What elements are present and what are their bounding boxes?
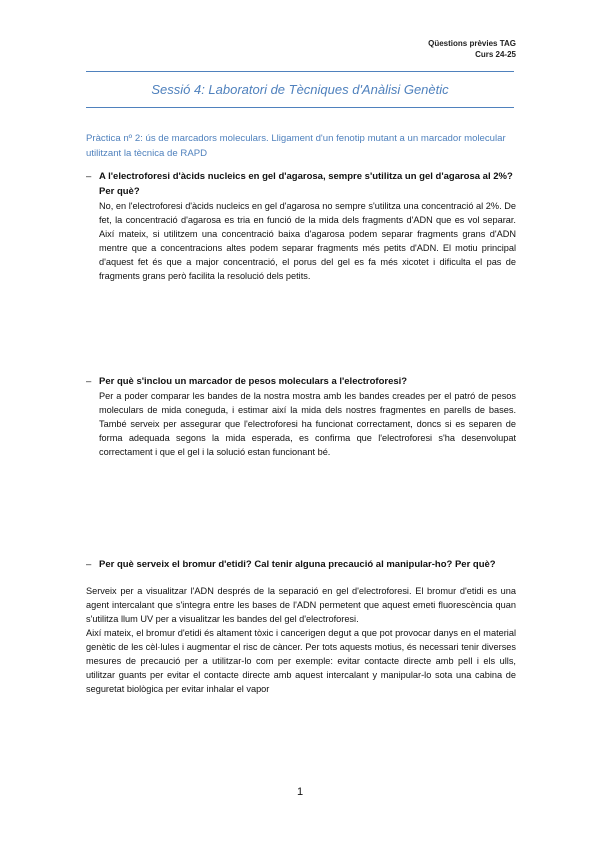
page-number: 1	[296, 786, 304, 798]
bromide-paragraph-2: Així mateix, el bromur d'etidi és altament tòxic i cancerigen degut a que pot provocar danys en el material genètic de les cèl·lules i augmentar el risc de càncer. Per tots aquests motius, és necessari tenir diverses mesures de precaució per a utilitzar-lo com per exemple: evitar contacte directe amb pell i els ulls, utilitzar guants per evitar el contacte directe amb aquest intercalant y manipular-lo sota una cabina de seguretat biològica per evitar inhalar el vapor	[86, 628, 516, 694]
document-header	[428, 38, 516, 60]
list-dash: –	[86, 376, 92, 387]
practice-subtitle: Pràctica nº 2: ús de marcadors moleculars. Lligament d'un fenotip mutant a un marcador molecular utilitzant la tècnica de RAPD	[86, 133, 506, 159]
answer-text: Per a poder comparar les bandes de la nostra mostra amb les bandes creades per el patró de pesos moleculars de mida coneguda, i estimar així la mida dels nostres fragmentes en parells de bases. També serveix per assegurar que l'electroforesi ha funcionat correctament, doncs si es separen de forma adequada segons la mida esperada, es confirma que l'electroforesi s'ha desenvolupat correctament i que el gel i la solució estan funcionant bé.	[99, 391, 516, 457]
question-block-2	[86, 374, 516, 459]
title-rule-top	[86, 71, 514, 72]
header-course-year: Curs 24-25	[475, 50, 516, 59]
bromide-paragraph-1: Serveix per a visualitzar l'ADN després de la separació en gel d'electroforesi. El bromur d'etidi es una agent intercalant que s'integra entre les bases de l'ADN permetent que aquest emeti fluorescència quan s'utilitza llum UV per a visualitzar les bandes del gel d'electroforesi.	[86, 586, 516, 624]
question-text: A l'electroforesi d'àcids nucleics en gel d'agarosa, sempre s'utilitza un gel d'agarosa al 2%? Per què?	[99, 171, 513, 197]
title-rule-bottom	[86, 107, 514, 108]
header-course-title: Qüestions prèvies TAG	[428, 39, 516, 48]
answer-text: No, en l'electroforesi d'àcids nucleics en gel d'agarosa no sempre s'utilitza una concentració al 2%. De fet, la concentració d'agarosa es tria en funció de la mida dels fragments d'ADN que es vol separar. Així mateix, si utilitzem una concentració baixa d'agarosa podem separar fragments grans d'ADN mentre que a concentracions altes podem separar fragments més petits d'ADN. El motiu principal d'aquest fet és que a major concentració, el porus del gel es fa més xicotet i dificulta el pas de fragments grans però facilita la resolució dels petits.	[99, 201, 516, 281]
question-block-3	[86, 557, 516, 572]
question-text: Per què serveix el bromur d'etidi? Cal tenir alguna precaució al manipular-ho? Per què?	[99, 559, 496, 570]
question-block-1	[86, 169, 516, 283]
question-text: Per què s'inclou un marcador de pesos moleculars a l'electroforesi?	[99, 376, 408, 387]
list-dash: –	[86, 171, 92, 182]
page-title: Sessió 4: Laboratori de Tècniques d'Anàlisi Genètic	[151, 82, 449, 97]
list-dash: –	[86, 559, 92, 570]
